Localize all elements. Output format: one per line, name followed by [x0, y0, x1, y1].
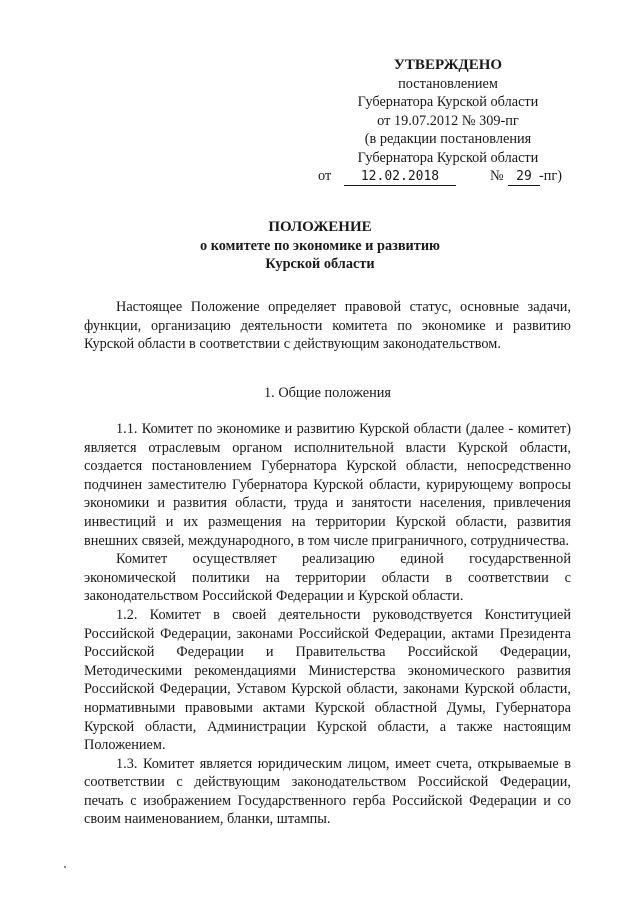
paragraph-1-2: 1.2. Комитет в своей деятельности руководствуется Конституцией Российской Федерации, законами Российской Федерации, актами Президента Российской Федерации и Правительства Российской Федерации, Методическими рекомендациями Министерства экономического развития Российской Федерации, Уставом Курской области, законами Курской области, нормативными правовыми актами Курской областной Думы, Губернатора Курской области, Администрации Курской области, а также настоящим Положением.: [84, 606, 571, 754]
approval-line: Губернатора Курской области: [357, 94, 539, 111]
approval-line: (в редакции постановления: [364, 131, 532, 148]
title-subtitle: о комитете по экономике и развитию: [200, 237, 440, 254]
approved-label: УТВЕРЖДЕНО: [393, 57, 503, 73]
document-title: [100, 218, 540, 274]
revision-number: 29: [508, 168, 540, 186]
paragraph-1-1: 1.1. Комитет по экономике и развитию Курской области (далее - комитет) является отраслевым органом исполнительной власти Курской области, создается постановлением Губернатора Курской области, непосредственно подчинен заместителю Губернатора Курской области, курирующему вопросы экономики и развития области, труда и занятости населения, привлечения инвестиций и их размещения на территории Курской области, развития внешних связей, международного, в том числе приграничного, сотрудничества.: [84, 421, 571, 549]
section-body: [84, 420, 571, 829]
scan-speck: [64, 866, 66, 868]
revision-date-line: [318, 168, 578, 188]
title-main: ПОЛОЖЕНИЕ: [268, 219, 372, 235]
revision-date: 12.02.2018: [344, 168, 456, 186]
number-suffix: -пг): [539, 168, 563, 184]
number-label: №: [490, 168, 504, 184]
title-subtitle: Курской области: [265, 256, 375, 273]
approval-stamp: [318, 56, 578, 168]
approval-line: постановлением: [398, 75, 498, 92]
paragraph-1-3: 1.3. Комитет является юридическим лицом, имеет счета, открываемые в соответствии с действующим законодательством Российской Федерации, печать с изображением Государственного герба Российской Федерации и со своим наименованием, бланки, штампы.: [84, 755, 571, 828]
intro-paragraph: Настоящее Положение определяет правовой статус, основные задачи, функции, организацию деятельности комитета по экономике и развитию Курской области в соответствии с действующим законодательством.: [84, 299, 571, 353]
section-heading: 1. Общие положения: [264, 385, 391, 401]
from-label: от: [318, 168, 332, 184]
approval-line: Губернатора Курской области: [357, 149, 539, 166]
paragraph-1-1-cont: Комитет осуществляет реализацию единой государственной экономической политики на территории области в соответствии с законодательством Российской Федерации и Курской области.: [84, 551, 571, 605]
approval-line: от 19.07.2012 № 309-пг: [377, 112, 519, 129]
